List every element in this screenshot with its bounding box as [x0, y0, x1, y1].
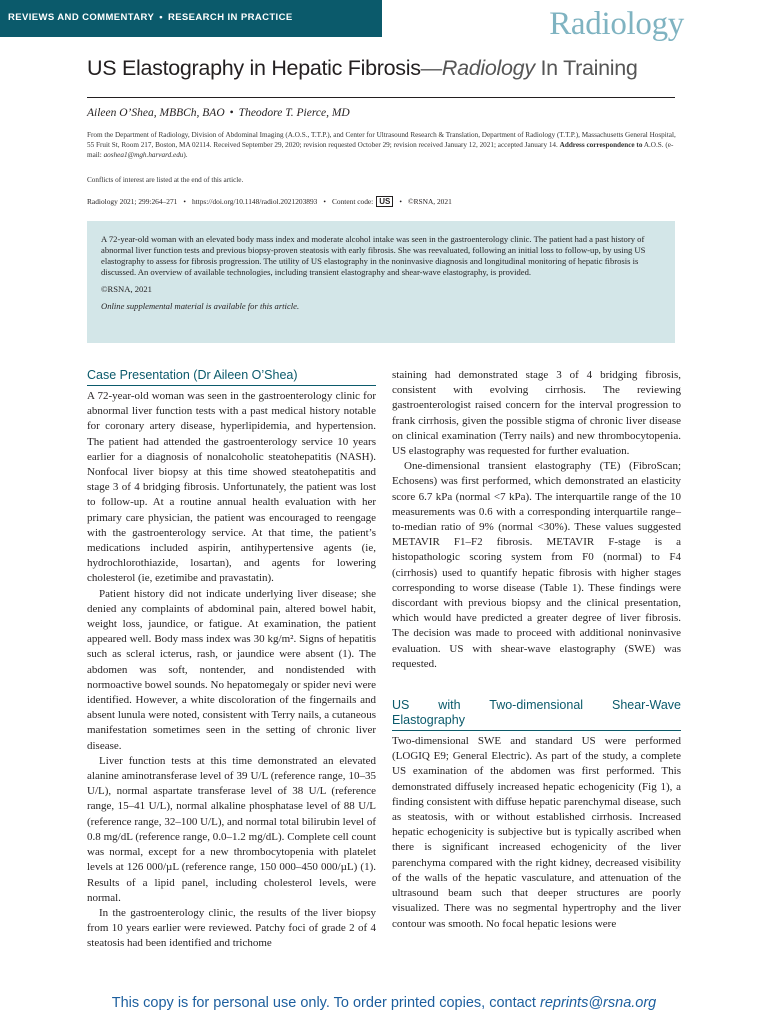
citation-ref: Radiology 2021; 299:264–271 [87, 197, 178, 206]
author-2: Theodore T. Pierce, MD [238, 107, 350, 119]
affiliation-note [87, 130, 677, 160]
correspondence-email[interactable]: aoshea1@mgh.harvard.edu [103, 151, 184, 159]
journal-name: Radiology [549, 6, 684, 42]
section-heading-case: Case Presentation (Dr Aileen O’Shea) [87, 368, 376, 386]
reprint-footer [0, 995, 768, 1011]
citation-line [87, 196, 452, 207]
title-divider [87, 97, 675, 98]
paragraph: staining had demonstrated stage 3 of 4 bridging fibrosis, consistent with evolving cirrhosis. The reviewing gastroenterologist raised concern for the interval progression to frank cirrhosis, given the possible stigma of chronic liver disease on clinical examination (Terry nails) and new thrombocytopenia. US elastography was requested for further evaluation. [392, 369, 681, 458]
paragraph: In the gastroenterology clinic, the results of the liver biopsy from 10 years earlier were reviewed. Patchy foci of grade 2 of 4 steatosis had been identified and trichome [87, 906, 376, 950]
supplemental-note: Online supplemental material is available for this article. [101, 301, 300, 311]
banner-category: REVIEWS AND COMMENTARY [8, 12, 155, 23]
paragraph: A 72-year-old woman was seen in the gastroenterology clinic for abnormal liver function tests with a past medical history notable for coronary artery disease, hyperlipidemia, and hypertension. The patient had attended the gastroenterology service 10 years earlier for a diagnosis of nonalcoholic steatohepatitis (NASH). Nonfocal liver biopsy at this time showed steatohepatitis and stage 3 of 4 bridging fibrosis. Unfortunately, the patient was lost to follow-up. At a routine annual health evaluation with her primary care physician, the patient was encouraged to reengage with the gastroenterology service. At that time, the patient’s medications included aspirin, antihypertensive agents (ie, hydrochlorothiazide, losartan), and agents for lowering cholesterol (ie, ezetimibe and pravastatin). [87, 390, 376, 585]
left-column [87, 368, 376, 952]
citation-bullet: • [323, 197, 326, 206]
doi-link[interactable]: https://doi.org/10.1148/radiol.2021203893 [191, 197, 318, 206]
address-text: A.O.S. (e-mail: [87, 141, 674, 159]
footer-text: This copy is for personal use only. To order printed copies, contact [111, 995, 540, 1011]
citation-bullet: • [183, 197, 186, 206]
banner-separator: • [159, 12, 163, 23]
author-separator: • [229, 107, 234, 119]
paragraph: Patient history did not indicate underlying liver disease; she denied any complaints of abdominal pain, altered bowel habit, weight loss, jaundice, or fatigue. At examination, the patient appeared well. Body mass index was 30 kg/m². Signs of hepatitis such as scleral icterus, rash, or jaundice were absent (1). The abdomen was soft, nontender, and nondistended with normoactive bowel sounds. No hepatomegaly or spider nevi were identified. However, a white discoloration of the fingernails and absent lunula were noted, consistent with Terry nails, a cutaneous manifestation sometimes seen in the setting of chronic liver disease. [87, 587, 376, 752]
title-journal-italic: Radiology [441, 56, 535, 80]
paragraph: Liver function tests at this time demonstrated an elevated alanine aminotransferase level of 39 U/L (reference range, 10–35 U/L), normal aspartate transferase level of 38 U/L (reference range, 15–41 U/L), normal alkaline phosphatase level of 88 U/L (reference range, 32–100 U/L), and normal total bilirubin level of 0.8 mg/dL (reference range, 0.0–1.2 mg/dL). Complete cell count was normal, except for a new thrombocytopenia with platelet levels at 126 000/µL (reference range, 150 000–450 000/µL) (1). Results of a lipid panel, including cholesterol levels, were normal. [87, 754, 376, 904]
affiliation-text: From the Department of Radiology, Division of Abdominal Imaging (A.O.S., T.T.P.), and Center for Ultrasound Research & Translation, Department of Radiology (T.T.P.), Massachusetts General Hospital, 55 Fruit St, Room 217, Boston, MA 02114. Received September 29, 2020; revision requested October 29; revision received January 12, 2021; accepted January 14. [87, 131, 676, 149]
citation-copyright: ©RSNA, 2021 [407, 197, 452, 206]
address-end: ). [183, 151, 188, 159]
right-column [392, 368, 681, 932]
title-series: In Training [534, 56, 638, 80]
reprints-email-link[interactable]: reprints@rsna.org [539, 995, 657, 1011]
abstract-box [87, 221, 675, 343]
banner-subcategory: RESEARCH IN PRACTICE [167, 12, 293, 23]
abstract-body: A 72-year-old woman with an elevated body mass index and moderate alcohol intake was seen in the gastroenterology clinic. The patient had a past history of abnormal liver function tests and previous biopsy-proven steatosis with early fibrosis. She was reevaluated, following an initial loss to follow-up, by using US elastography to assess for fibrosis progression. The utility of US elastography in the noninvasive diagnosis and longitudinal monitoring of hepatic fibrosis is discussed. An overview of available technologies, including transient elastography and shear-wave elastography, is provided. [101, 234, 646, 277]
paragraph: One-dimensional transient elastography (TE) (FibroScan; Echosens) was first performed, which demonstrated an elasticity score 6.7 kPa (normal <7 kPa). The interquartile range of the 10 measurements was 0.6 with a corresponding interquartile range–to-median ratio of 9% (normal <30%). These values suggested METAVIR F1–F2 fibrosis. METAVIR F-stage is a histopathologic scoring system from F0 (normal) to F4 (cirrhosis) used to quantify hepatic fibrosis with higher stages corresponding to worse disease (Table 1). These findings were discordant with previous biopsy and the clinical presentation, which would have predicted a greater degree of liver fibrosis. The decision was made to proceed with additional noninvasive evaluation. US with shear-wave elastography (SWE) was requested. [392, 460, 681, 670]
address-label: Address correspondence to [559, 141, 643, 149]
title-main: US Elastography in Hepatic Fibrosis [87, 56, 421, 80]
article-title [87, 56, 687, 81]
conflicts-note: Conflicts of interest are listed at the end of this article. [87, 176, 244, 184]
author-list [87, 107, 350, 119]
content-code-label: Content code: [331, 197, 374, 206]
section-heading-swe: US with Two-dimensional Shear-Wave Elastography [392, 698, 681, 731]
section-banner [0, 0, 382, 37]
paragraph: Two-dimensional SWE and standard US were performed (LOGIQ E9; General Electric). As part of the study, a complete US examination of the abdomen was first performed. This demonstrated diffusely increased hepatic echogenicity (Fig 1), a finding consistent with diffuse hepatic parenchymal disease, such as steatosis, with or without established cirrhosis. Increased hepatic echogenicity is subjective but is typically ascribed when there is significant increased echogenicity of the liver parenchyma compared with the right kidney, decreased visibility of the walls of the hepatic vasculature, and attenuation of the ultrasound beam such that deeper structures are poorly visualized. There was no segmental hypertrophy and the liver contour was smooth. No focal hepatic lesions were [392, 735, 681, 930]
citation-bullet: • [399, 197, 402, 206]
content-code-badge: US [376, 196, 393, 207]
abstract-copyright: ©RSNA, 2021 [101, 284, 152, 294]
author-1: Aileen O’Shea, MBBCh, BAO [87, 107, 225, 119]
title-dash: — [420, 56, 442, 80]
